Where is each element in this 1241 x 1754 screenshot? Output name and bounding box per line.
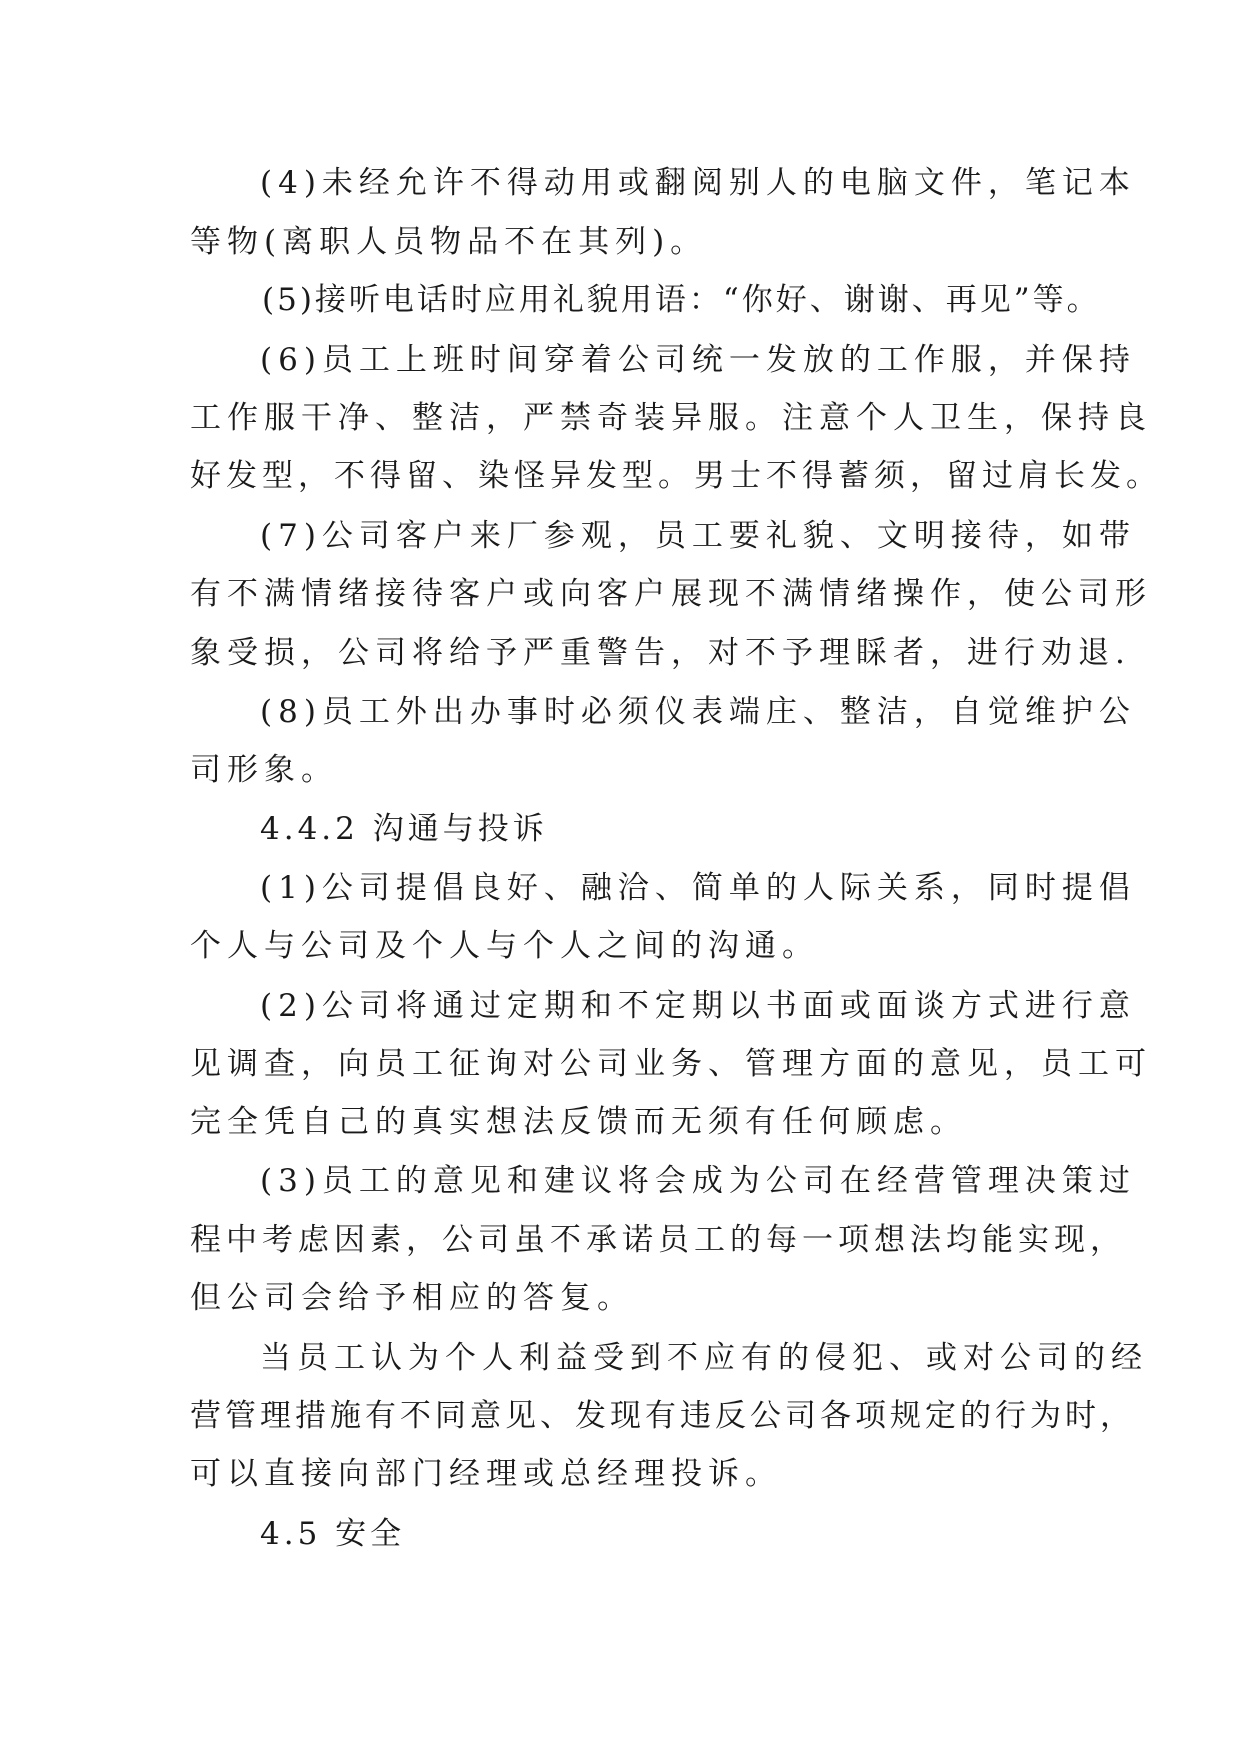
paragraph-6-line-1: (6)员工上班时间穿着公司统一发放的工作服，并保持 [260, 342, 1136, 378]
paragraph-2-line-3: 完全凭自己的真实想法反馈而无须有任何顾虑。 [190, 1104, 967, 1140]
paragraph-3-line-2: 程中考虑因素，公司虽不承诺员工的每一项想法均能实现， [190, 1222, 1126, 1258]
paragraph-4-line-2: 等物(离职人员物品不在其列)。 [190, 224, 708, 260]
section-heading-4-4-2: 4.4.2 沟通与投诉 [260, 811, 548, 847]
paragraph-1-line-2: 个人与公司及个人与个人之间的沟通。 [190, 928, 819, 964]
paragraph-8-line-2: 司形象。 [190, 752, 338, 788]
paragraph-3-line-1: (3)员工的意见和建议将会成为公司在经营管理决策过 [260, 1163, 1136, 1199]
paragraph-4-line-1: (4)未经允许不得动用或翻阅别人的电脑文件，笔记本 [260, 165, 1136, 201]
paragraph-7-line-2: 有不满情绪接待客户或向客户展现不满情绪操作，使公司形 [190, 576, 1152, 612]
paragraph-6-line-2: 工作服干净、整洁，严禁奇装异服。注意个人卫生，保持良 [190, 400, 1152, 436]
paragraph-1-line-1: (1)公司提倡良好、融洽、简单的人际关系，同时提倡 [260, 870, 1136, 906]
paragraph-6-line-3: 好发型，不得留、染怪异发型。男士不得蓄须，留过肩长发。 [190, 458, 1162, 494]
complaint-paragraph-line-1: 当员工认为个人利益受到不应有的侵犯、或对公司的经 [260, 1340, 1148, 1376]
paragraph-2-line-1: (2)公司将通过定期和不定期以书面或面谈方式进行意 [260, 988, 1136, 1024]
paragraph-8-line-1: (8)员工外出办事时必须仪表端庄、整洁，自觉维护公 [260, 694, 1136, 730]
paragraph-5-line-1: (5)接听电话时应用礼貌用语：“你好、谢谢、再见”等。 [262, 282, 1101, 318]
paragraph-7-line-1: (7)公司客户来厂参观，员工要礼貌、文明接待，如带 [260, 518, 1136, 554]
paragraph-7-line-3: 象受损，公司将给予严重警告，对不予理睬者，进行劝退. [190, 635, 1131, 671]
paragraph-3-line-3: 但公司会给予相应的答复。 [190, 1280, 634, 1316]
section-heading-4-5: 4.5 安全 [260, 1516, 406, 1552]
paragraph-2-line-2: 见调查，向员工征询对公司业务、管理方面的意见，员工可 [190, 1046, 1152, 1082]
complaint-paragraph-line-2: 营管理措施有不同意见、发现有违反公司各项规定的行为时， [190, 1398, 1135, 1434]
complaint-paragraph-line-3: 可以直接向部门经理或总经理投诉。 [190, 1456, 782, 1492]
